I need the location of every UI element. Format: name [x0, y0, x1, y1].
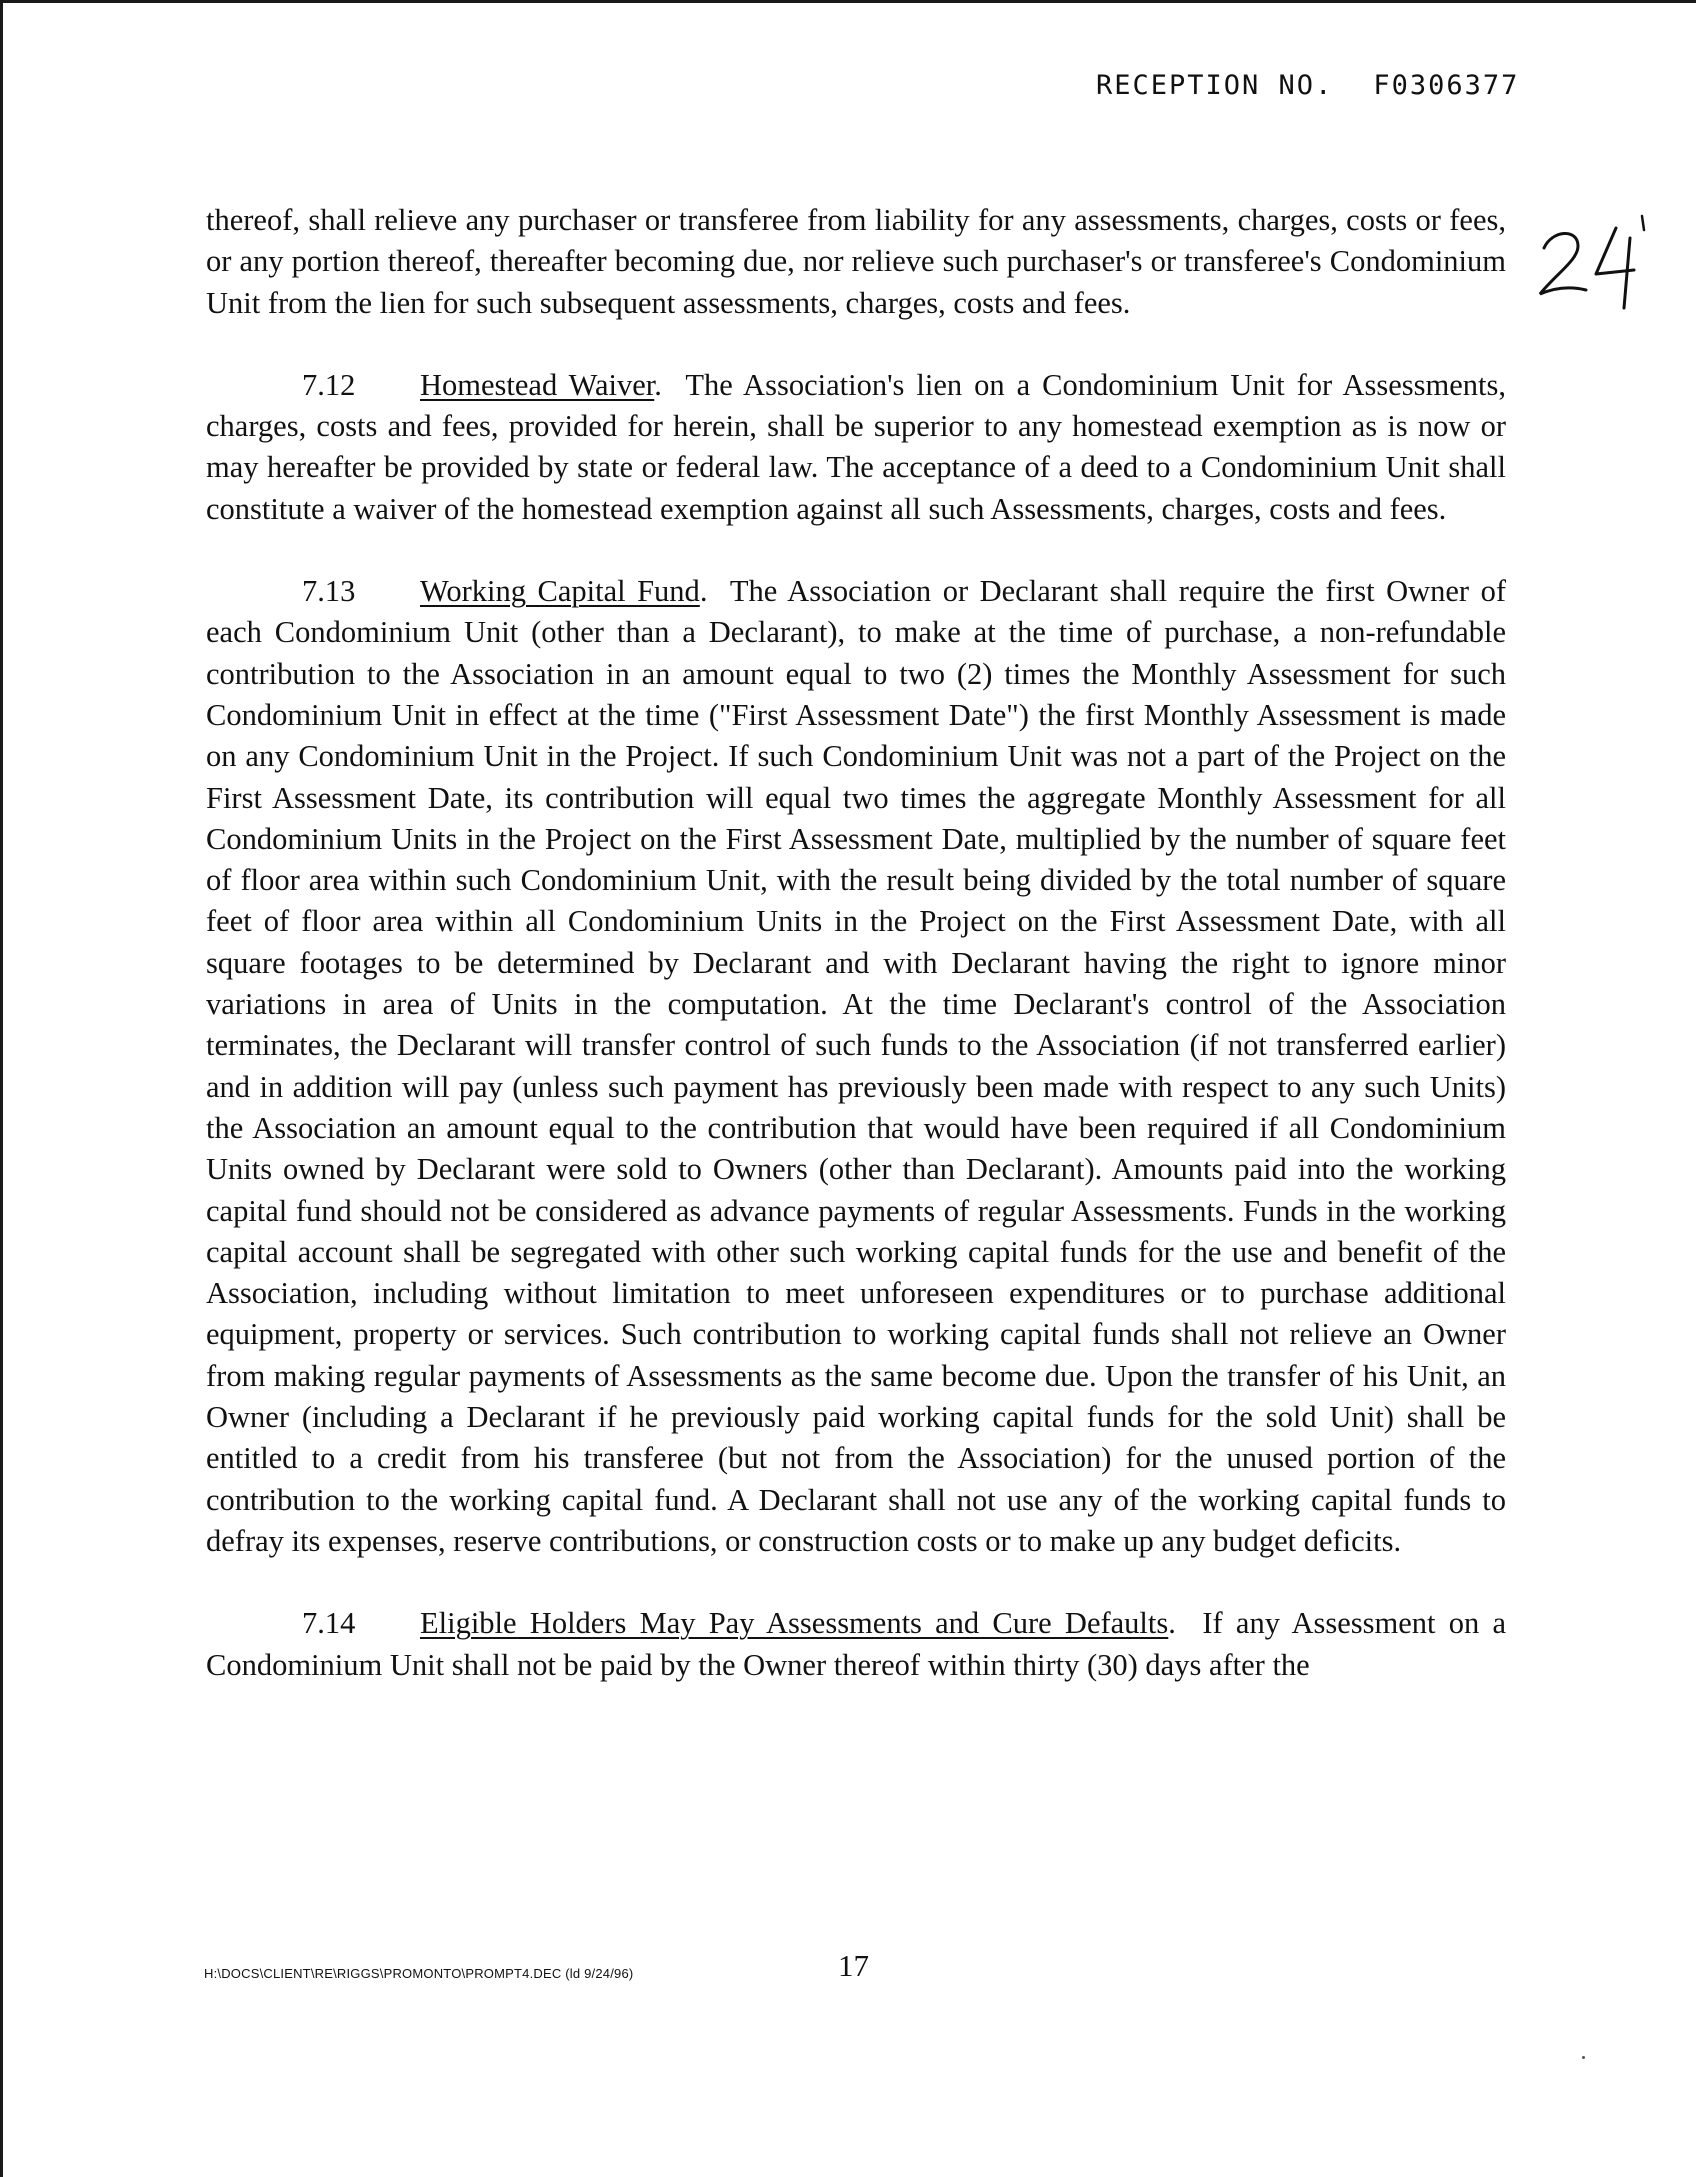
scan-speck [1582, 2056, 1585, 2059]
document-body [206, 200, 1506, 1727]
scan-edge-top [0, 0, 1696, 3]
section-title: Homestead Waiver [420, 367, 655, 402]
section-title: Eligible Holders May Pay Assessments and Cure Defaults [420, 1606, 1169, 1641]
section-body: The Association's lien on a Condominium Unit for Assessments, charges, costs and fees, provided for herein, shall be superior to any homestead exemption as is now or may hereafter be provided by state or federal law. The acceptance of a deed to a Condominium Unit shall constitute a waiver of the homestead exemption against all such Assessments, charges, costs and fees. [206, 367, 1506, 526]
reception-label: RECEPTION NO. [1096, 70, 1334, 101]
section-number: 7.12 [302, 367, 356, 402]
page-number: 17 [838, 1948, 869, 1983]
section-7-12: 7.12 Homestead Waiver. The Association's lien on a Condominium Unit for Assessments, charges, costs and fees, provided for herein, shall be superior to any homestead exemption as is now or may hereafter be provided by state or federal law. The acceptance of a deed to a Condominium Unit shall constitute a waiver of the homestead exemption against all such Assessments, charges, costs and fees. [206, 365, 1506, 530]
section-7-14: 7.14 Eligible Holders May Pay Assessments and Cure Defaults. If any Assessment on a Condominium Unit shall not be paid by the Owner thereof within thirty (30) days after the [206, 1603, 1506, 1686]
section-body: If any Assessment on a Condominium Unit shall not be paid by the Owner thereof within thirty (30) days after the [206, 1606, 1507, 1682]
section-7-13: 7.13 Working Capital Fund. The Association or Declarant shall require the first Owner of each Condominium Unit (other than a Declarant), to make at the time of purchase, a non-refundable contribution to the Association in an amount equal to two (2) times the Monthly Assessment for such Condominium Unit in effect at the time ("First Assessment Date") the first Monthly Assessment is made on any Condominium Unit in the Project. If such Condominium Unit was not a part of the Project on the First Assessment Date, its contribution will equal two times the aggregate Monthly Assessment for all Condominium Units in the Project on the First Assessment Date, multiplied by the number of square feet of floor area within such Condominium Unit, with the result being divided by the total number of square feet of floor area within all Condominium Units in the Project on the First Assessment Date, with all square footages to be determined by Declarant and with Declarant having the right to ignore minor variations in area of Units in the computation. At the time Declarant's control of the Association terminates, the Declarant will transfer control of such funds to the Association (if not transferred earlier) and in addition will pay (unless such payment has previously been made with respect to any such Units) the Association an amount equal to the contribution that would have been required if all Condominium Units owned by Declarant were sold to Owners (other than Declarant). Amounts paid into the working capital fund should not be considered as advance payments of regular Assessments. Funds in the working capital account shall be segregated with other such working capital funds for the use and benefit of the Association, including without limitation to meet unforeseen expenditures or to purchase additional equipment, property or services. Such contribution to working capital funds shall not relieve an Owner from making regular payments of Assessments as the same become due. Upon the transfer of his Unit, an Owner (including a Declarant if he previously paid working capital funds for the sold Unit) shall be entitled to a credit from his transferee (but not from the Association) for the unused portion of the contribution to the working capital fund. A Declarant shall not use any of the working capital funds to defray its expenses, reserve contributions, or construction costs or to make up any budget deficits. [206, 571, 1506, 1562]
reception-number: F0306377 [1373, 70, 1520, 101]
footer-file-path: H:\DOCS\CLIENT\RE\RIGGS\PROMONTO\PROMPT4.DEC (ld 9/24/96) [204, 1966, 634, 1981]
handwritten-24-graphic [1534, 208, 1654, 318]
continuation-paragraph: thereof, shall relieve any purchaser or transferee from liability for any assessments, charges, costs or fees, or any portion thereof, thereafter becoming due, nor relieve such purchaser's or transferee's Condominium Unit from the lien for such subsequent assessments, charges, costs and fees. [206, 203, 1506, 320]
handwritten-page-mark [1534, 208, 1654, 318]
scan-edge-left [0, 0, 3, 2177]
section-number: 7.14 [302, 1606, 356, 1641]
section-number: 7.13 [302, 574, 356, 609]
section-body: The Association or Declarant shall require the first Owner of each Condominium Unit (other than a Declarant), to make at the time of purchase, a non-refundable contribution to the Association in an amount equal to two (2) times the Monthly Assessment for such Condominium Unit in effect at the time ("First Assessment Date") the first Monthly Assessment is made on any Condominium Unit in the Project. If such Condominium Unit was not a part of the Project on the First Assessment Date, its contribution will equal two times the aggregate Monthly Assessment for all Condominium Units in the Project on the First Assessment Date, multiplied by the number of square feet of floor area within such Condominium Unit, with the result being divided by the total number of square feet of floor area within all Condominium Units in the Project on the First Assessment Date, with all square footages to be determined by Declarant and with Declarant having the right to ignore minor variations in area of Units in the computation. At the time Declarant's control of the Association terminates, the Declarant will transfer control of such funds to the Association (if not transferred earlier) and in addition will pay (unless such payment has previously been made with respect to any such Units) the Association an amount equal to the contribution that would have been required if all Condominium Units owned by Declarant were sold to Owners (other than Declarant). Amounts paid into the working capital fund should not be considered as advance payments of regular Assessments. Funds in the working capital account shall be segregated with other such working capital funds for the use and benefit of the Association, including without limitation to meet unforeseen expenditures or to purchase additional equipment, property or services. Such contribution to working capital funds shall not relieve an Owner from making regular payments of Assessments as the same become due. Upon the transfer of his Unit, an Owner (including a Declarant if he previously paid working capital funds for the sold Unit) shall be entitled to a credit from his transferee (but not from the Association) for the unused portion of the contribution to the working capital fund. A Declarant shall not use any of the working capital funds to defray its expenses, reserve contributions, or construction costs or to make up any budget deficits. [206, 574, 1506, 1558]
section-title: Working Capital Fund [420, 574, 700, 609]
reception-header [1096, 70, 1616, 101]
